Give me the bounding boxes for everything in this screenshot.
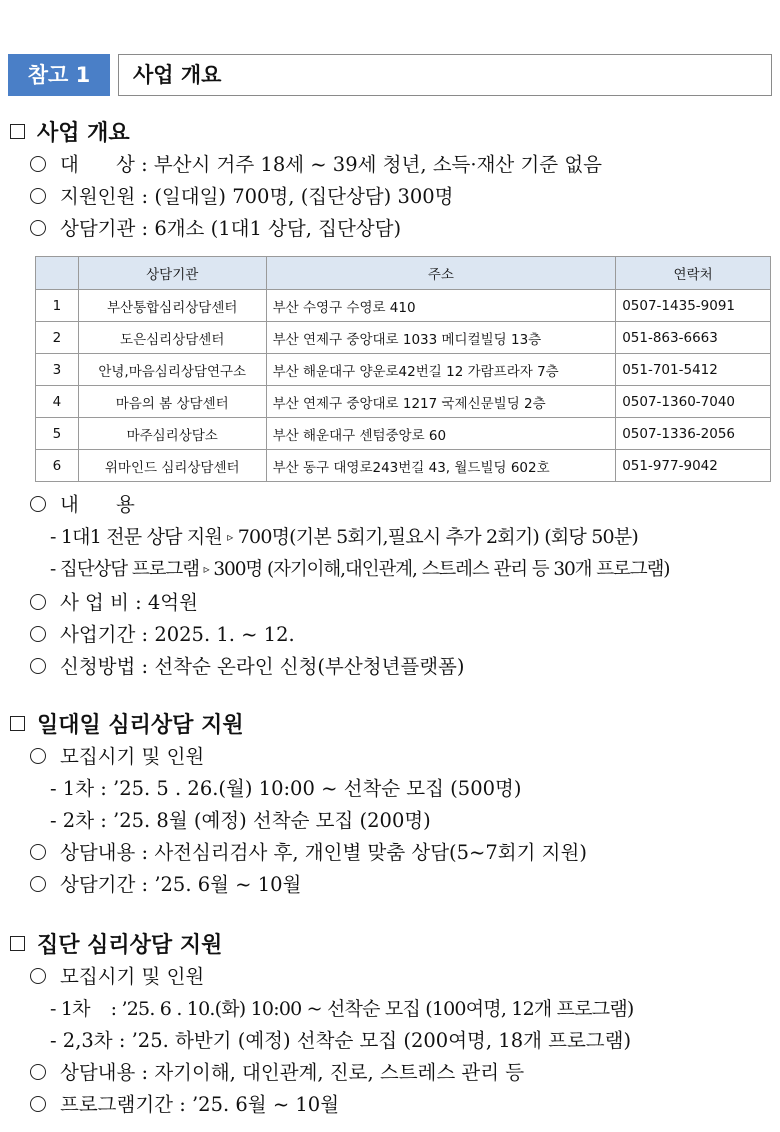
triangle-right-icon: ▹ (227, 530, 233, 544)
cell-no: 2 (36, 322, 79, 354)
cell-address: 부산 해운대구 양운로42번길 12 가람프라자 7층 (266, 354, 616, 386)
reference-header (8, 54, 772, 96)
cell-agency: 부산통합심리상담센터 (78, 290, 266, 322)
circle-bullet-icon (30, 220, 46, 236)
cell-no: 6 (36, 450, 79, 482)
cell-contact: 0507-1435-9091 (616, 290, 771, 322)
triangle-right-icon: ▹ (203, 562, 209, 576)
section-title-individual: 일대일 심리상담 지원 (10, 708, 244, 739)
cell-agency: 마주심리상담소 (78, 418, 266, 450)
cell-contact: 051-701-5412 (616, 354, 771, 386)
circle-bullet-icon (30, 1096, 46, 1112)
circle-bullet-icon (30, 188, 46, 204)
item-period: 사업기간 : 2025. 1. ~ 12. (30, 622, 295, 648)
col-header-address: 주소 (266, 257, 616, 290)
item-content: 내 용 (30, 492, 135, 518)
cell-address: 부산 동구 대영로243번길 43, 월드빌딩 602호 (266, 450, 616, 482)
circle-bullet-icon (30, 594, 46, 610)
cell-agency: 안녕,마음심리상담연구소 (78, 354, 266, 386)
section-title-overview: 사업 개요 (10, 116, 130, 147)
checkbox-square-icon (10, 716, 25, 731)
reference-badge: 참고 1 (8, 54, 110, 96)
circle-bullet-icon (30, 626, 46, 642)
item-agencies: 상담기관 : 6개소 (1대1 상담, 집단상담) (30, 216, 401, 242)
item-recruit-round1: - 1차 : ’25. 5 . 26.(월) 10:00 ~ 선착순 모집 (500명) (50, 777, 522, 800)
table-row (36, 386, 771, 418)
circle-bullet-icon (30, 1064, 46, 1080)
page-title: 사업 개요 (118, 54, 772, 96)
item-recruit: 모집시기 및 인원 (30, 964, 204, 990)
section-title-group: 집단 심리상담 지원 (10, 928, 222, 959)
item-counsel-period: 상담기간 : ’25. 6월 ~ 10월 (30, 872, 301, 898)
item-budget: 사 업 비 : 4억원 (30, 590, 198, 616)
item-apply: 신청방법 : 선착순 온라인 신청(부산청년플랫폼) (30, 654, 464, 680)
cell-contact: 051-977-9042 (616, 450, 771, 482)
circle-bullet-icon (30, 156, 46, 172)
cell-agency: 위마인드 심리상담센터 (78, 450, 266, 482)
circle-bullet-icon (30, 968, 46, 984)
cell-no: 1 (36, 290, 79, 322)
circle-bullet-icon (30, 844, 46, 860)
circle-bullet-icon (30, 876, 46, 892)
col-header-contact: 연락처 (616, 257, 771, 290)
item-recruit-round2: - 2차 : ’25. 8월 (예정) 선착순 모집 (200명) (50, 809, 431, 832)
table-row (36, 354, 771, 386)
table-header-row (36, 257, 771, 290)
cell-no: 3 (36, 354, 79, 386)
cell-address: 부산 연제구 중앙대로 1033 메디컬빌딩 13층 (266, 322, 616, 354)
cell-no: 4 (36, 386, 79, 418)
cell-agency: 도은심리상담센터 (78, 322, 266, 354)
cell-address: 부산 수영구 수영로 410 (266, 290, 616, 322)
agency-table (35, 256, 771, 482)
item-recruit-round2: - 2,3차 : ’25. 하반기 (예정) 선착순 모집 (200여명, 18개 프로그램) (50, 1029, 632, 1052)
circle-bullet-icon (30, 658, 46, 674)
item-content-group: - 집단상담 프로그램 ▹ 300명 (자기이해,대인관계, 스트레스 관리 등 30개 프로그램) (50, 559, 670, 580)
item-content-1on1: - 1대1 전문 상담 지원 ▹ 700명(기본 5회기,필요시 추가 2회기) (회당 50분) (50, 526, 638, 548)
circle-bullet-icon (30, 748, 46, 764)
col-header-no (36, 257, 79, 290)
item-headcount: 지원인원 : (일대일) 700명, (집단상담) 300명 (30, 184, 454, 210)
cell-agency: 마음의 봄 상담센터 (78, 386, 266, 418)
item-counsel-content: 상담내용 : 자기이해, 대인관계, 진로, 스트레스 관리 등 (30, 1060, 524, 1086)
checkbox-square-icon (10, 124, 25, 139)
item-counsel-content: 상담내용 : 사전심리검사 후, 개인별 맞춤 상담(5~7회기 지원) (30, 840, 587, 866)
cell-address: 부산 연제구 중앙대로 1217 국제신문빌딩 2층 (266, 386, 616, 418)
col-header-agency: 상담기관 (78, 257, 266, 290)
item-program-period: 프로그램기간 : ’25. 6월 ~ 10월 (30, 1092, 339, 1118)
cell-no: 5 (36, 418, 79, 450)
item-recruit: 모집시기 및 인원 (30, 744, 204, 770)
checkbox-square-icon (10, 936, 25, 951)
table-row (36, 450, 771, 482)
item-recruit-round1: - 1차 : ’25. 6 . 10.(화) 10:00 ~ 선착순 모집 (100여명, 12개 프로그램) (50, 998, 634, 1020)
item-target: 대 상 : 부산시 거주 18세 ~ 39세 청년, 소득·재산 기준 없음 (30, 152, 602, 178)
cell-address: 부산 해운대구 센텀중앙로 60 (266, 418, 616, 450)
cell-contact: 0507-1336-2056 (616, 418, 771, 450)
cell-contact: 051-863-6663 (616, 322, 771, 354)
cell-contact: 0507-1360-7040 (616, 386, 771, 418)
table-row (36, 322, 771, 354)
table-row (36, 290, 771, 322)
table-row (36, 418, 771, 450)
circle-bullet-icon (30, 496, 46, 512)
